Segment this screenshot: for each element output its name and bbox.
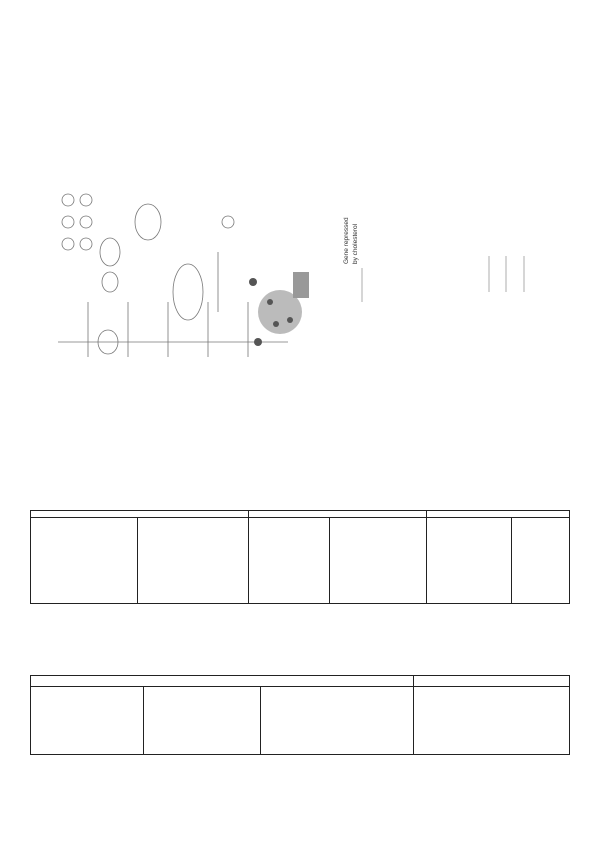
cell-schematic [58, 194, 288, 357]
phase-cell [31, 687, 144, 755]
toxicology-cell [427, 518, 512, 604]
phase-cell [144, 687, 261, 755]
list-item [68, 428, 76, 445]
cell [138, 518, 249, 604]
branch-lines [362, 256, 524, 302]
cell [31, 518, 138, 604]
cell [330, 518, 427, 604]
preclinical-table [30, 510, 570, 604]
head-pre-market [31, 676, 414, 687]
phase-cell [261, 687, 414, 755]
label-gene-repressed-1: Gene repressed [343, 217, 350, 264]
cell [249, 518, 330, 604]
clinical-phases-table [30, 675, 570, 755]
phase-cell [414, 687, 570, 755]
myopathy-cell [512, 518, 570, 604]
cholesterol-pathway-figure [48, 192, 568, 422]
col-head-toxicology [427, 511, 570, 518]
list-item [68, 173, 76, 190]
lipoprotein-cluster [249, 272, 309, 346]
label-gene-repressed-2: by cholesterol [352, 223, 359, 264]
col-head-pharmacodynamics [31, 511, 249, 518]
head-post-market [414, 676, 570, 687]
col-head-pharmacokinetics [249, 511, 427, 518]
